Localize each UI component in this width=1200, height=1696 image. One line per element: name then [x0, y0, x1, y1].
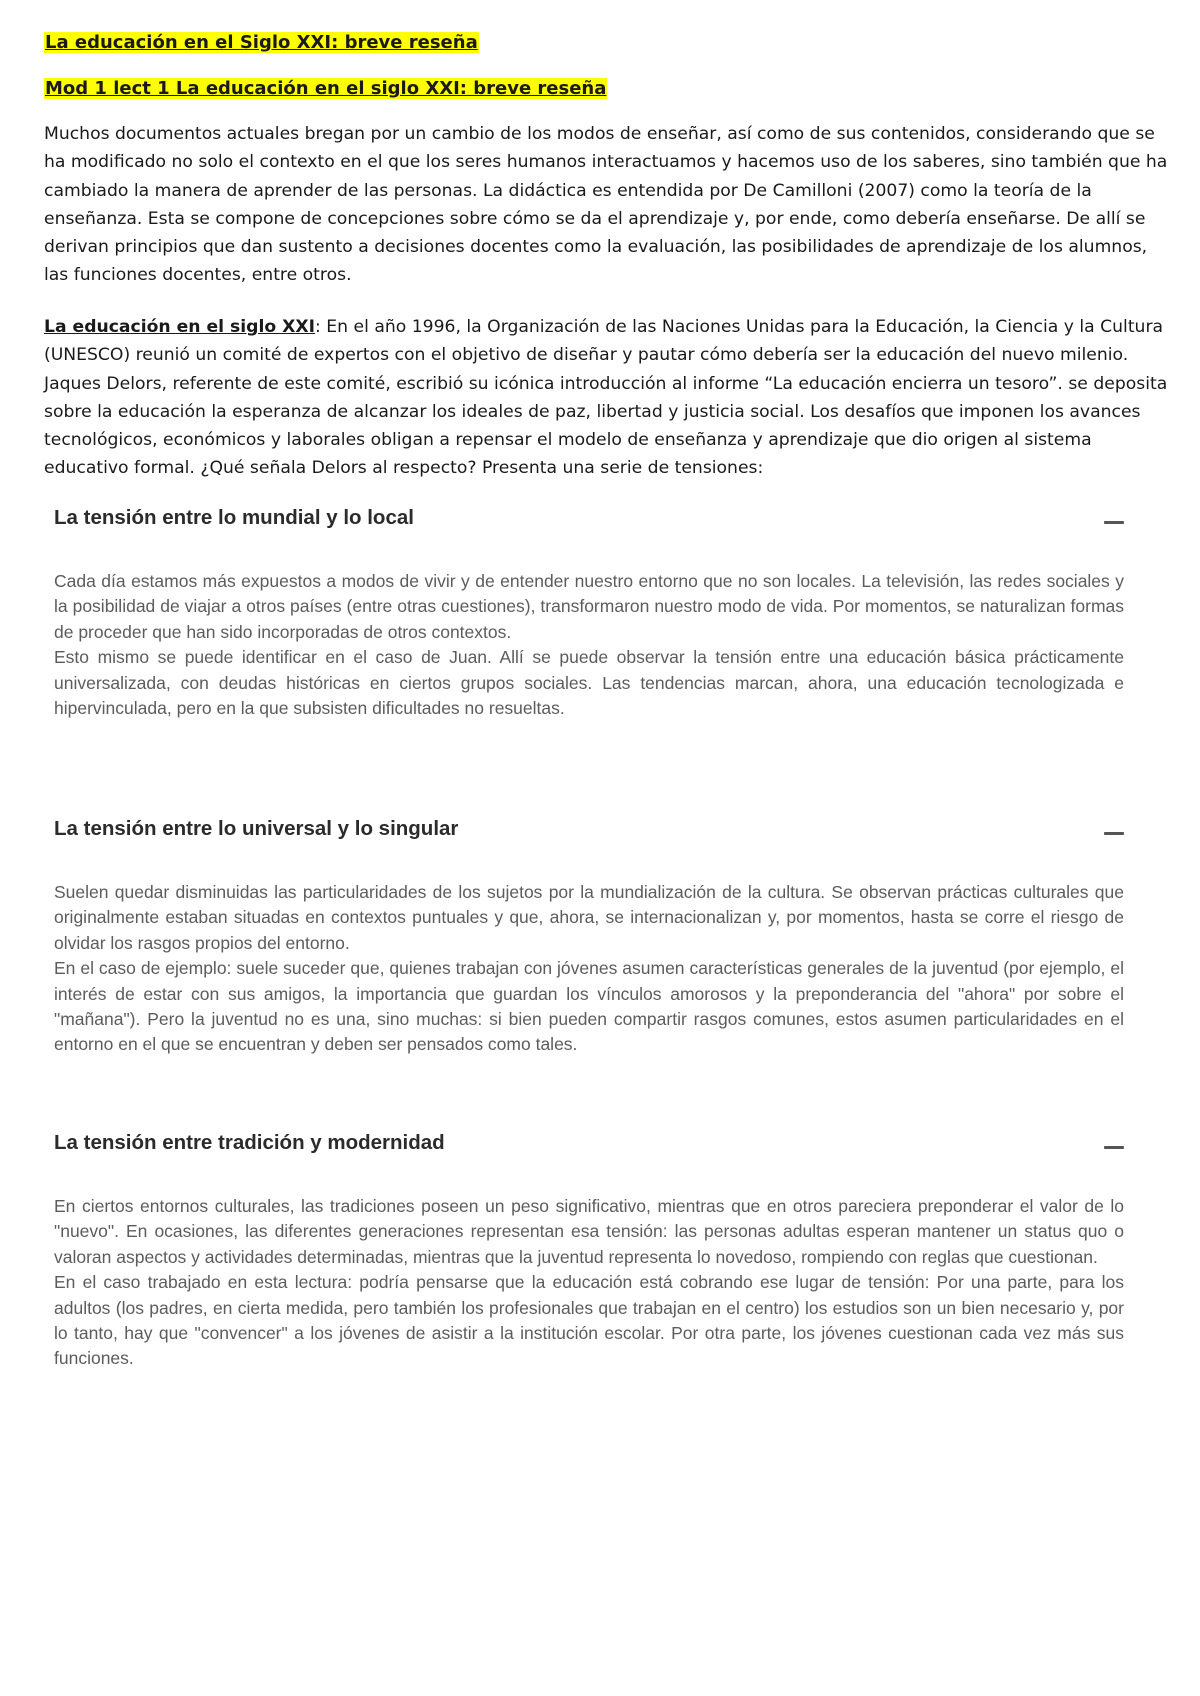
tension-body-paragraph: En el caso de ejemplo: suele suceder que, quienes trabajan con jóvenes asumen características generales de la juventud (por ejemplo, el interés de estar con sus amigos, la importancia que guardan los vínculos amorosos y la preponderancia del "ahora" por sobre el "mañana"). Pero la juventud no es una, sino muchas: si bien pueden compartir rasgos comunes, estos asumen particularidades en el entorno en el que se encuentran y deben ser pensados como tales. — [54, 958, 1124, 1055]
tension-body — [54, 880, 1124, 1058]
tension-title: La tensión entre lo universal y lo singular — [54, 817, 459, 840]
section-text: : En el año 1996, la Organización de las Naciones Unidas para la Educación, la Ciencia y la Cultura (UNESCO) reunió un comité de expertos con el objetivo de diseñar y pautar cómo debería ser la educación del nuevo milenio. Jaques Delors, referente de este comité, escribió su icónica introducción al informe “La educación encierra un tesoro”. se deposita sobre la educación la esperanza de alcanzar los ideales de paz, libertad y justicia social. Los desafíos que imponen los avances tecnológicos, económicos y laborales obligan a repensar el modelo de enseñanza y aprendizaje que dio origen al sistema educativo formal. ¿Qué señala Delors al respecto? Presenta una serie de tensiones: — [44, 317, 1168, 479]
tension-title: La tensión entre tradición y modernidad — [54, 1131, 445, 1154]
document-subtitle — [44, 77, 607, 101]
collapse-minus-icon[interactable] — [1104, 1146, 1124, 1149]
tension-body-paragraph: En el caso trabajado en esta lectura: podría pensarse que la educación está cobrando ese lugar de tensión: Por una parte, para los adultos (los padres, en cierta medida, pero también los profesionales que trabajan en el centro) los estudios son un bien necesario y, por lo tanto, hay que "convencer" a los jóvenes de asistir a la institución escolar. Por otra parte, los jóvenes cuestionan cada vez más sus funciones. — [54, 1272, 1124, 1369]
tension-header[interactable] — [54, 814, 1124, 844]
intro-paragraph: Muchos documentos actuales bregan por un cambio de los modos de enseñar, así como de sus contenidos, considerando que se ha modificado no solo el contexto en el que los seres humanos interactuamos y hacemos uso de los saberes, sino también que ha cambiado la manera de aprender de las personas. La didáctica es entendida por De Camilloni (2007) como la teoría de la enseñanza. Esta se compone de concepciones sobre cómo se da el aprendizaje y, por ende, como debería enseñarse. De allí se derivan principios que dan sustento a decisiones docentes como la evaluación, las posibilidades de aprendizaje de los alumnos, las funciones docentes, entre otros. — [44, 124, 1168, 286]
tension-panel-universal-singular — [54, 814, 1124, 1058]
tension-body — [54, 569, 1124, 721]
tension-body-paragraph: Esto mismo se puede identificar en el caso de Juan. Allí se puede observar la tensión entre una educación básica prácticamente universalizada, con deudas históricas en ciertos grupos sociales. Las tendencias marcan, ahora, una educación tecnologizada e hipervinculada, pero en la que subsisten dificultades no resueltas. — [54, 647, 1124, 719]
tension-body-paragraph: Cada día estamos más expuestos a modos de vivir y de entender nuestro entorno que no son locales. La televisión, las redes sociales y la posibilidad de viajar a otros países (entre otras cuestiones), transformaron nuestro modo de vida. Por momentos, se naturalizan formas de proceder que han sido incorporadas de otros contextos. — [54, 571, 1124, 642]
tension-header[interactable] — [54, 503, 1124, 533]
document-subtitle-text: Mod 1 lect 1 La educación en el siglo XXI: breve reseña — [45, 78, 607, 99]
document-title-text: La educación en el Siglo XXI: breve reseña — [45, 32, 478, 53]
tension-body-paragraph: En ciertos entornos culturales, las tradiciones poseen un peso significativo, mientras que en otros pareciera preponderar el valor de lo "nuevo". En ocasiones, las diferentes generaciones representan esa tensión: las personas adultas esperan mantener un status quo o valoran aspectos y actividades determinadas, mientras que la juventud representa lo novedoso, rompiendo con reglas que cuestionan. — [54, 1196, 1124, 1267]
document-title — [44, 31, 479, 55]
section-paragraph — [44, 313, 1169, 483]
tension-panel-mundial-local — [54, 503, 1124, 721]
tension-header[interactable] — [54, 1128, 1124, 1158]
collapse-minus-icon[interactable] — [1104, 832, 1124, 835]
collapse-minus-icon[interactable] — [1104, 521, 1124, 524]
tension-body — [54, 1194, 1124, 1372]
section-inline-heading: La educación en el siglo XXI — [44, 317, 316, 337]
tension-title: La tensión entre lo mundial y lo local — [54, 506, 414, 529]
tension-body-paragraph: Suelen quedar disminuidas las particularidades de los sujetos por la mundialización de la cultura. Se observan prácticas culturales que originalmente estaban situadas en contextos puntuales y que, ahora, se internacionalizan y, por momentos, hasta se corre el riesgo de olvidar los rasgos propios del entorno. — [54, 882, 1124, 953]
tension-panel-tradicion-modernidad — [54, 1128, 1124, 1372]
